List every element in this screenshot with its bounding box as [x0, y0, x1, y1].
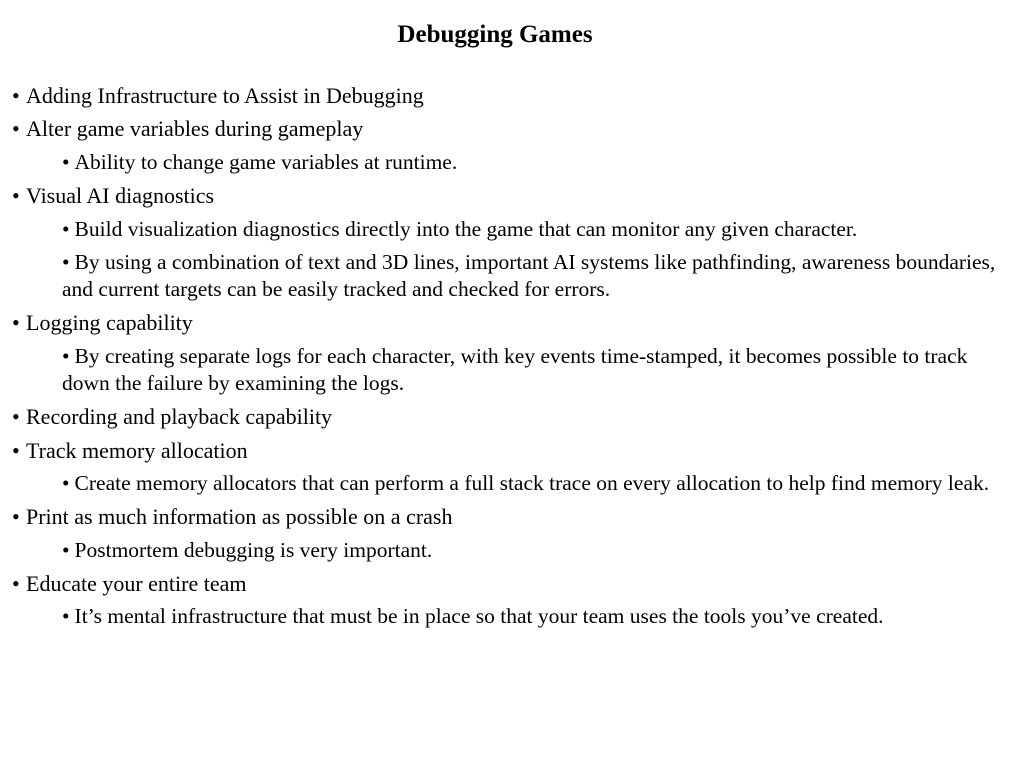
bullet-text: Alter game variables during gameplay	[26, 116, 364, 142]
bullet-text: By creating separate logs for each character, with key events time-stamped, it becomes possible to track down the failure by examining the logs.	[62, 343, 968, 395]
bullet-item	[12, 115, 1002, 142]
bullet-item	[12, 182, 1002, 209]
bullet-icon: •	[12, 437, 20, 463]
bullet-text: Ability to change game variables at runtime.	[74, 149, 458, 174]
bullet-item	[12, 403, 1002, 430]
bullet-icon: •	[12, 116, 20, 142]
bullet-item	[12, 309, 1002, 336]
sub-bullet-item	[62, 537, 1002, 564]
bullet-item	[12, 82, 1002, 109]
bullet-text: Logging capability	[26, 310, 193, 336]
bullet-text: Print as much information as possible on a crash	[26, 504, 453, 530]
bullet-icon: •	[62, 149, 70, 174]
bullet-icon: •	[62, 604, 70, 629]
bullet-icon: •	[62, 470, 70, 495]
sub-bullet-item	[62, 343, 1002, 397]
bullet-text: Track memory allocation	[26, 437, 248, 463]
bullet-text: Postmortem debugging is very important.	[74, 537, 433, 562]
bullet-icon: •	[12, 310, 20, 336]
bullet-icon: •	[62, 343, 70, 368]
sub-bullet-item	[62, 470, 1002, 497]
bullet-icon: •	[12, 183, 20, 209]
bullet-item	[12, 437, 1002, 464]
sub-bullet-item	[62, 149, 1002, 176]
bullet-text: Educate your entire team	[26, 571, 247, 597]
bullet-item	[12, 570, 1002, 597]
sub-bullet-item	[62, 216, 1002, 243]
sub-bullet-item	[62, 249, 1002, 303]
bullet-icon: •	[12, 83, 20, 108]
bullet-text: By using a combination of text and 3D lines, important AI systems like pathfinding, awareness boundaries, and current targets can be easily tracked and checked for errors.	[62, 249, 996, 301]
bullet-text: It’s mental infrastructure that must be in place so that your team uses the tools you’ve created.	[74, 604, 884, 629]
bullet-icon: •	[62, 216, 70, 241]
sub-bullet-item	[62, 603, 1002, 630]
bullet-icon: •	[12, 404, 20, 430]
bullet-text: Build visualization diagnostics directly into the game that can monitor any given character.	[74, 216, 858, 241]
bullet-item	[12, 503, 1002, 530]
bullet-icon: •	[62, 537, 70, 562]
bullet-text: Create memory allocators that can perform a full stack trace on every allocation to help find memory leak.	[74, 470, 990, 495]
slide-title: Debugging Games	[397, 21, 593, 48]
bullet-icon: •	[12, 504, 20, 530]
bullet-icon: •	[62, 249, 70, 274]
bullet-list	[12, 82, 1002, 637]
bullet-text: Recording and playback capability	[26, 404, 333, 430]
bullet-icon: •	[12, 571, 20, 597]
bullet-text: Adding Infrastructure to Assist in Debugging	[26, 83, 424, 108]
bullet-text: Visual AI diagnostics	[26, 183, 215, 209]
